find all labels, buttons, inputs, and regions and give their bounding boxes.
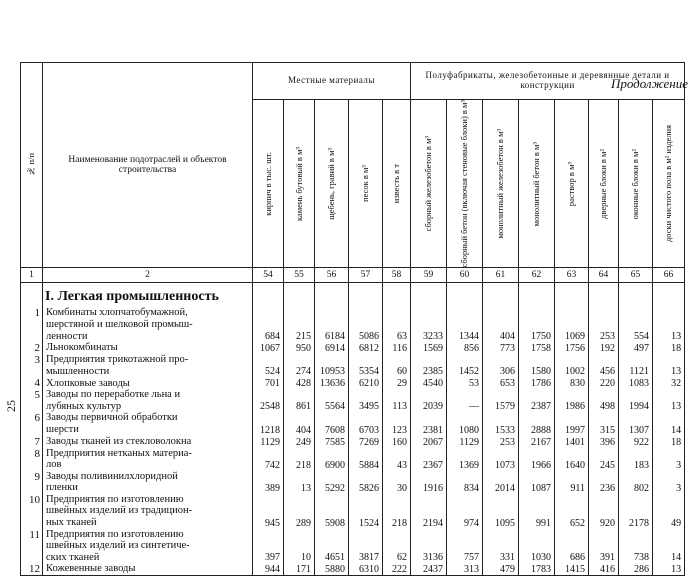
header-name-cell (43, 63, 253, 268)
row-value: 13636 (315, 377, 349, 389)
row-name (43, 342, 253, 354)
row-name-line: лов (46, 459, 62, 471)
row-value: 1069 (555, 307, 589, 342)
row-value: 123 (383, 412, 411, 435)
row-value: 3 (653, 471, 685, 494)
header-row-numbers (21, 268, 685, 283)
section-empty-cell (589, 283, 619, 308)
column-number: 55 (284, 268, 315, 283)
table-row (21, 354, 685, 377)
row-value: 2548 (253, 389, 284, 412)
row-value: 1966 (519, 448, 555, 471)
row-value: 5880 (315, 563, 349, 576)
header-row-num: № п/п (26, 153, 37, 178)
header-column-label: кирпич в тыс. шт. (262, 151, 273, 216)
row-value: 1997 (555, 412, 589, 435)
row-value: 6184 (315, 307, 349, 342)
row-value: 497 (619, 342, 653, 354)
header-semi-group-cell (411, 63, 685, 100)
row-value: 215 (284, 307, 315, 342)
row-name-line: мышленности (46, 365, 110, 377)
row-value: 62 (383, 529, 411, 564)
header-column-label: песок в м³ (360, 165, 371, 203)
header-column-label: монолитный железобетон в м³ (495, 128, 506, 239)
header-column-cell (253, 100, 284, 268)
row-value: 1452 (447, 354, 483, 377)
row-value: 1756 (555, 342, 589, 354)
materials-table (20, 62, 685, 576)
header-column-label: дверные блоки в м² (598, 148, 609, 219)
section-empty-cell (483, 283, 519, 308)
row-value: 171 (284, 563, 315, 576)
row-value: 13 (653, 307, 685, 342)
row-name-line: Комбинаты хлопчатобумажной, (46, 307, 188, 319)
row-value: 428 (284, 377, 315, 389)
row-value: 1986 (555, 389, 589, 412)
row-index: 8 (21, 448, 43, 471)
row-value: 3233 (411, 307, 447, 342)
row-value: 3495 (349, 389, 383, 412)
row-name-line: Заводы по переработке льна и (46, 389, 181, 401)
row-value: 13 (653, 563, 685, 576)
column-number: 61 (483, 268, 519, 283)
row-value: 861 (284, 389, 315, 412)
row-value: 5908 (315, 494, 349, 529)
row-value: 802 (619, 471, 653, 494)
row-value: 18 (653, 436, 685, 448)
row-name (43, 307, 253, 342)
row-value: 554 (619, 307, 653, 342)
row-value: 1569 (411, 342, 447, 354)
row-value: 2367 (411, 448, 447, 471)
continued-label: Продолжение (610, 76, 688, 91)
row-index: 10 (21, 494, 43, 529)
row-value: 416 (589, 563, 619, 576)
row-name-line: лубяных культур (46, 400, 122, 412)
row-value: 742 (253, 448, 284, 471)
column-number: 60 (447, 268, 483, 283)
row-name (43, 377, 253, 389)
row-value: 738 (619, 529, 653, 564)
row-value: 2014 (483, 471, 519, 494)
section-empty-cell (253, 283, 284, 308)
row-value: 944 (253, 563, 284, 576)
header-row-groups (21, 63, 685, 100)
row-value: 4540 (411, 377, 447, 389)
row-value: 63 (383, 307, 411, 342)
header-column-label: раствор в м³ (566, 161, 577, 206)
row-value: 2387 (519, 389, 555, 412)
row-value: 2178 (619, 494, 653, 529)
row-value: 1080 (447, 412, 483, 435)
row-name-line: пленки (46, 482, 78, 494)
header-name: Наименование подотраслей и объектов строительства (68, 154, 227, 176)
header-column-label: известь в т (391, 164, 402, 204)
row-value: 245 (589, 448, 619, 471)
row-name-line: ных тканей (46, 516, 97, 528)
header-column-label: камень бутовый в м³ (293, 146, 304, 221)
row-value: 29 (383, 377, 411, 389)
row-name-line: шерстяной и шелковой промыш- (46, 319, 193, 331)
row-index: 2 (21, 342, 43, 354)
row-value: 14 (653, 529, 685, 564)
row-name-line: Предприятия трикотажной про- (46, 354, 189, 366)
row-value: 2385 (411, 354, 447, 377)
header-local-materials: Местные материалы (288, 75, 375, 86)
row-value: 3817 (349, 529, 383, 564)
column-number: 66 (653, 268, 685, 283)
row-index: 12 (21, 563, 43, 576)
row-value: 6703 (349, 412, 383, 435)
row-name-line: швейных изделий из традицион- (46, 505, 193, 517)
table-row (21, 529, 685, 564)
row-value: 5826 (349, 471, 383, 494)
row-value: 974 (447, 494, 483, 529)
row-value: 2167 (519, 436, 555, 448)
header-column-label: сборный железобетон в м³ (423, 136, 434, 232)
row-name-line: Предприятия нетканых материа- (46, 447, 192, 459)
column-number: 62 (519, 268, 555, 283)
header-column-cell (349, 100, 383, 268)
table-body (21, 283, 685, 576)
row-value: 6210 (349, 377, 383, 389)
row-name (43, 563, 253, 576)
row-value: 524 (253, 354, 284, 377)
column-number: 59 (411, 268, 447, 283)
row-value: 653 (483, 377, 519, 389)
header-column-label: монолитный бетон в м³ (531, 141, 542, 226)
row-name-line: Предприятия по изготовлению (46, 528, 184, 540)
row-value: 391 (589, 529, 619, 564)
row-value: — (447, 389, 483, 412)
row-value: 306 (483, 354, 519, 377)
row-value: 684 (253, 307, 284, 342)
section-empty-cell (447, 283, 483, 308)
row-value: 498 (589, 389, 619, 412)
row-index: 11 (21, 529, 43, 564)
row-value: 6900 (315, 448, 349, 471)
row-name (43, 471, 253, 494)
section-empty-cell (284, 283, 315, 308)
row-value: 1916 (411, 471, 447, 494)
row-value: 686 (555, 529, 589, 564)
row-value: 1783 (519, 563, 555, 576)
table-row (21, 448, 685, 471)
row-name-line: Заводы тканей из стекловолокна (46, 435, 192, 447)
row-value: 116 (383, 342, 411, 354)
row-value: 253 (483, 436, 519, 448)
row-value: 920 (589, 494, 619, 529)
row-value: 13 (284, 471, 315, 494)
column-number: 58 (383, 268, 411, 283)
row-value: 14 (653, 412, 685, 435)
row-name-line: ленности (46, 330, 88, 342)
row-name (43, 354, 253, 377)
column-number: 1 (21, 268, 43, 283)
row-name-line: Льнокомбинаты (46, 342, 118, 354)
row-value: 1087 (519, 471, 555, 494)
header-local-group-cell (253, 63, 411, 100)
row-value: 1095 (483, 494, 519, 529)
column-number: 2 (43, 268, 253, 283)
row-value: 18 (653, 342, 685, 354)
row-value: 396 (589, 436, 619, 448)
row-name-line: Хлопковые заводы (46, 377, 130, 389)
column-number: 63 (555, 268, 589, 283)
header-column-label: оконные блоки в м² (630, 148, 641, 219)
section-empty-cell (383, 283, 411, 308)
row-value: 1344 (447, 307, 483, 342)
row-value: 2194 (411, 494, 447, 529)
row-value: 5884 (349, 448, 383, 471)
row-value: 60 (383, 354, 411, 377)
header-row-num-cell (21, 63, 43, 268)
row-index: 7 (21, 436, 43, 448)
row-value: 1073 (483, 448, 519, 471)
section-empty-cell (619, 283, 653, 308)
row-value: 7585 (315, 436, 349, 448)
row-value: 4651 (315, 529, 349, 564)
table-row (21, 389, 685, 412)
header-column-cell (383, 100, 411, 268)
row-index: 4 (21, 377, 43, 389)
section-title: I. Легкая промышленность (43, 283, 253, 308)
row-value: 1369 (447, 448, 483, 471)
row-value: 389 (253, 471, 284, 494)
row-value: 160 (383, 436, 411, 448)
header-column-label: доски чистого пола в м² изделия (663, 125, 674, 243)
row-value: 313 (447, 563, 483, 576)
row-name-line: швейных изделий из синтетиче- (46, 540, 190, 552)
row-value: 220 (589, 377, 619, 389)
table-row (21, 563, 685, 576)
row-value: 1083 (619, 377, 653, 389)
row-value: 236 (589, 471, 619, 494)
section-empty-cell (411, 283, 447, 308)
row-value: 5086 (349, 307, 383, 342)
header-column-label: сборный бетон (включая стеновые блоки) в м³ (459, 100, 470, 268)
row-value: 5292 (315, 471, 349, 494)
row-value: 479 (483, 563, 519, 576)
row-value: 1786 (519, 377, 555, 389)
header-column-cell (315, 100, 349, 268)
row-value: 2067 (411, 436, 447, 448)
row-value: 1121 (619, 354, 653, 377)
row-value: 404 (483, 307, 519, 342)
row-value: 249 (284, 436, 315, 448)
row-value: 331 (483, 529, 519, 564)
section-empty-cell (519, 283, 555, 308)
row-value: 7608 (315, 412, 349, 435)
row-value: 1030 (519, 529, 555, 564)
row-name-line: Кожевенные заводы (46, 563, 136, 575)
row-value: 30 (383, 471, 411, 494)
table-row (21, 342, 685, 354)
row-value: 2888 (519, 412, 555, 435)
row-value: 1401 (555, 436, 589, 448)
header-column-cell (447, 100, 483, 268)
section-empty-cell (555, 283, 589, 308)
row-name (43, 448, 253, 471)
row-value: 922 (619, 436, 653, 448)
row-name (43, 436, 253, 448)
row-value: 2039 (411, 389, 447, 412)
row-value: 6812 (349, 342, 383, 354)
table-row (21, 494, 685, 529)
row-value: 289 (284, 494, 315, 529)
row-value: 1579 (483, 389, 519, 412)
row-value: 218 (284, 448, 315, 471)
row-value: 6914 (315, 342, 349, 354)
column-number: 65 (619, 268, 653, 283)
table-row (21, 436, 685, 448)
header-column-cell (284, 100, 315, 268)
row-value: 911 (555, 471, 589, 494)
row-value: 1307 (619, 412, 653, 435)
row-value: 3 (653, 448, 685, 471)
row-value: 1129 (447, 436, 483, 448)
row-value: 32 (653, 377, 685, 389)
row-value: 43 (383, 448, 411, 471)
row-value: 834 (447, 471, 483, 494)
row-value: 1640 (555, 448, 589, 471)
row-value: 2437 (411, 563, 447, 576)
row-value: 1750 (519, 307, 555, 342)
table-row (21, 471, 685, 494)
row-value: 5354 (349, 354, 383, 377)
section-row (21, 283, 685, 308)
row-value: 218 (383, 494, 411, 529)
section-idx (21, 283, 43, 308)
row-value: 274 (284, 354, 315, 377)
row-value: 830 (555, 377, 589, 389)
table-row (21, 377, 685, 389)
row-name (43, 529, 253, 564)
row-value: 1758 (519, 342, 555, 354)
row-value: 397 (253, 529, 284, 564)
row-value: 652 (555, 494, 589, 529)
row-name-line: Предприятия по изготовлению (46, 493, 184, 505)
row-value: 7269 (349, 436, 383, 448)
row-value: 991 (519, 494, 555, 529)
header-column-cell (411, 100, 447, 268)
row-value: 286 (619, 563, 653, 576)
row-value: 1218 (253, 412, 284, 435)
column-number: 57 (349, 268, 383, 283)
row-name-line: Заводы поливинилхлоридной (46, 470, 178, 482)
row-value: 5564 (315, 389, 349, 412)
row-value: 2381 (411, 412, 447, 435)
row-value: 13 (653, 389, 685, 412)
row-name-line: шерсти (46, 424, 79, 436)
row-value: 6310 (349, 563, 383, 576)
row-index: 1 (21, 307, 43, 342)
row-value: 757 (447, 529, 483, 564)
row-value: 10953 (315, 354, 349, 377)
row-value: 1002 (555, 354, 589, 377)
column-number: 64 (589, 268, 619, 283)
row-value: 773 (483, 342, 519, 354)
row-value: 183 (619, 448, 653, 471)
row-name (43, 389, 253, 412)
row-value: 49 (653, 494, 685, 529)
header-column-cell (483, 100, 519, 268)
header-column-label: щебень, гравий в м³ (326, 147, 337, 220)
row-value: 192 (589, 342, 619, 354)
row-value: 3136 (411, 529, 447, 564)
header-column-cell (619, 100, 653, 268)
row-name (43, 494, 253, 529)
table-header (21, 63, 685, 283)
row-index: 3 (21, 354, 43, 377)
row-value: 856 (447, 342, 483, 354)
row-name (43, 412, 253, 435)
column-number: 54 (253, 268, 284, 283)
table-row (21, 412, 685, 435)
row-value: 113 (383, 389, 411, 412)
header-column-cell (519, 100, 555, 268)
row-value: 315 (589, 412, 619, 435)
row-value: 950 (284, 342, 315, 354)
row-value: 404 (284, 412, 315, 435)
page-number: 25 (4, 400, 18, 412)
row-value: 456 (589, 354, 619, 377)
header-column-cell (589, 100, 619, 268)
row-value: 53 (447, 377, 483, 389)
row-index: 9 (21, 471, 43, 494)
row-value: 1994 (619, 389, 653, 412)
row-value: 1415 (555, 563, 589, 576)
header-column-cell (653, 100, 685, 268)
row-value: 222 (383, 563, 411, 576)
row-value: 1067 (253, 342, 284, 354)
row-value: 1129 (253, 436, 284, 448)
section-empty-cell (349, 283, 383, 308)
row-value: 1580 (519, 354, 555, 377)
section-empty-cell (653, 283, 685, 308)
table-row (21, 307, 685, 342)
row-value: 1524 (349, 494, 383, 529)
header-semi-products: Полуфабрикаты, железобетонные и деревянные детали и конструкции (425, 70, 670, 90)
row-value: 253 (589, 307, 619, 342)
header-column-cell (555, 100, 589, 268)
column-number: 56 (315, 268, 349, 283)
section-empty-cell (315, 283, 349, 308)
row-value: 701 (253, 377, 284, 389)
row-value: 13 (653, 354, 685, 377)
row-index: 6 (21, 412, 43, 435)
row-index: 5 (21, 389, 43, 412)
row-value: 1533 (483, 412, 519, 435)
row-name-line: ских тканей (46, 551, 100, 563)
row-value: 10 (284, 529, 315, 564)
row-value: 945 (253, 494, 284, 529)
row-name-line: Заводы первичной обработки (46, 412, 178, 424)
